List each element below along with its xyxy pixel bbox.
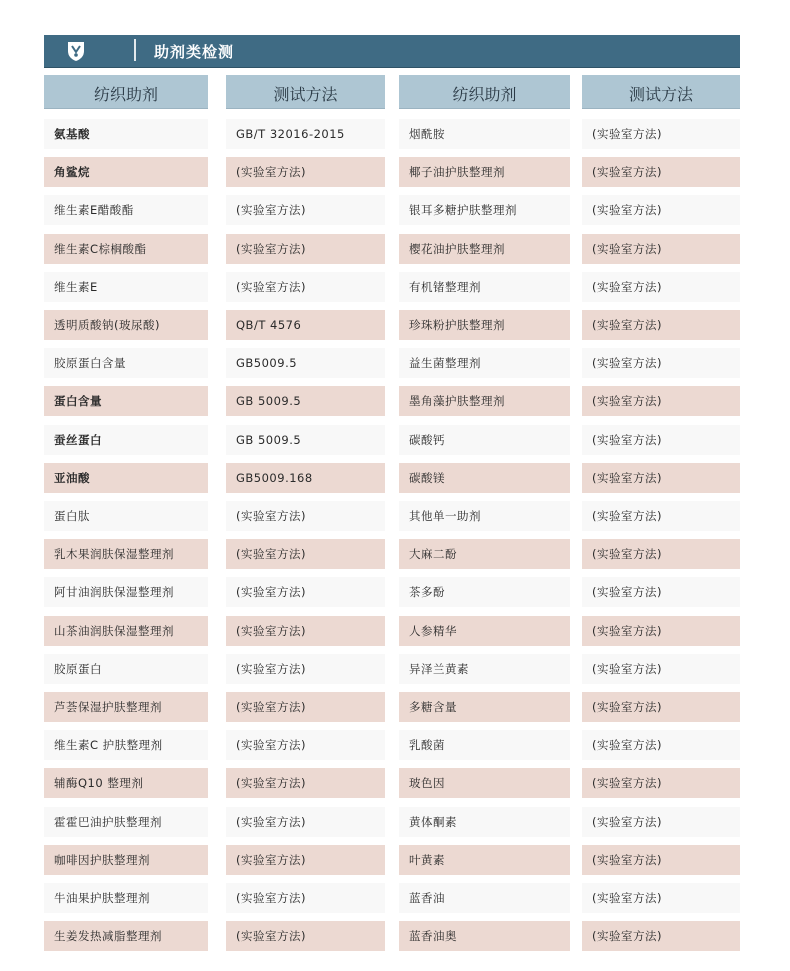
table-cell-right-method: (实验室方法) [582, 234, 740, 264]
table-cell-left-method: (实验室方法) [226, 157, 385, 187]
table-cell-left-method: (实验室方法) [226, 234, 385, 264]
table-cell-right-name: 碳酸镁 [399, 463, 570, 493]
table-cell-left-method: (实验室方法) [226, 195, 385, 225]
col-method-left [226, 75, 385, 944]
table-cell-right-name: 银耳多糖护肤整理剂 [399, 195, 570, 225]
table-cell-left-name: 维生素E [44, 272, 208, 302]
table-cell-left-name: 维生素E醋酸酯 [44, 195, 208, 225]
table-cell-left-method: (实验室方法) [226, 921, 385, 951]
table-cell-left-method: (实验室方法) [226, 692, 385, 722]
table-cell-right-method: (实验室方法) [582, 730, 740, 760]
table-cell-right-name: 人参精华 [399, 616, 570, 646]
table-cell-right-name: 多糖含量 [399, 692, 570, 722]
table-cell-right-method: (实验室方法) [582, 921, 740, 951]
table-cell-right-method: (实验室方法) [582, 348, 740, 378]
col-header-name-right: 纺织助剂 [399, 75, 570, 109]
table-cell-right-name: 碳酸钙 [399, 425, 570, 455]
table-cell-left-name: 阿甘油润肤保湿整理剂 [44, 577, 208, 607]
table-cell-right-name: 椰子油护肤整理剂 [399, 157, 570, 187]
table-cell-right-method: (实验室方法) [582, 577, 740, 607]
table-cell-right-method: (实验室方法) [582, 310, 740, 340]
table-cell-left-name: 维生素C棕榈酸酯 [44, 234, 208, 264]
table-cell-left-name: 透明质酸钠(玻尿酸) [44, 310, 208, 340]
table-cell-left-name: 咖啡因护肤整理剂 [44, 845, 208, 875]
table-cell-left-name: 山茶油润肤保湿整理剂 [44, 616, 208, 646]
table-cell-right-method: (实验室方法) [582, 768, 740, 798]
table-cell-right-method: (实验室方法) [582, 692, 740, 722]
table-cell-right-method: (实验室方法) [582, 807, 740, 837]
table-cell-right-name: 异泽兰黄素 [399, 654, 570, 684]
table-cell-left-name: 牛油果护肤整理剂 [44, 883, 208, 913]
table-cell-right-name: 玻色因 [399, 768, 570, 798]
table-cell-left-method: (实验室方法) [226, 501, 385, 531]
table-cell-left-method: (实验室方法) [226, 654, 385, 684]
table-cell-right-name: 叶黄素 [399, 845, 570, 875]
table-cell-right-method: (实验室方法) [582, 539, 740, 569]
table-cell-right-name: 有机锗整理剂 [399, 272, 570, 302]
title-separator [134, 39, 152, 61]
col-header-method-left: 测试方法 [226, 75, 385, 109]
table-cell-right-name: 墨角藻护肤整理剂 [399, 386, 570, 416]
table-cell-left-method: GB5009.5 [226, 348, 385, 378]
table-cell-right-method: (实验室方法) [582, 425, 740, 455]
table-cell-right-name: 其他单一助剂 [399, 501, 570, 531]
section-title-bar [44, 35, 740, 68]
table-cell-left-method: (实验室方法) [226, 883, 385, 913]
table-cell-left-method: (实验室方法) [226, 577, 385, 607]
shield-logo-icon [64, 39, 88, 63]
table-cell-right-name: 黄体酮素 [399, 807, 570, 837]
section-title: 助剂类检测 [154, 43, 235, 61]
col-header-method-right: 测试方法 [582, 75, 740, 109]
table-cell-left-name: 蛋白肽 [44, 501, 208, 531]
col-name-left [44, 75, 208, 944]
table-cell-left-name: 氨基酸 [44, 119, 208, 149]
table-cell-right-method: (实验室方法) [582, 463, 740, 493]
table-cell-right-method: (实验室方法) [582, 654, 740, 684]
table-cell-right-method: (实验室方法) [582, 616, 740, 646]
col-name-right [399, 75, 570, 944]
table-cell-right-method: (实验室方法) [582, 845, 740, 875]
table-cell-left-method: GB 5009.5 [226, 425, 385, 455]
table-cell-left-name: 乳木果润肤保湿整理剂 [44, 539, 208, 569]
table-cell-right-method: (实验室方法) [582, 501, 740, 531]
table-cell-right-name: 茶多酚 [399, 577, 570, 607]
table-cell-left-method: (实验室方法) [226, 768, 385, 798]
table-cell-right-name: 益生菌整理剂 [399, 348, 570, 378]
table-cell-left-method: (实验室方法) [226, 730, 385, 760]
table-cell-left-name: 霍霍巴油护肤整理剂 [44, 807, 208, 837]
table-cell-right-method: (实验室方法) [582, 195, 740, 225]
table-cell-left-method: (实验室方法) [226, 616, 385, 646]
table-cell-left-method: GB 5009.5 [226, 386, 385, 416]
table-cell-left-name: 生姜发热减脂整理剂 [44, 921, 208, 951]
table-cell-right-name: 蓝香油奥 [399, 921, 570, 951]
table-cell-left-method: (实验室方法) [226, 272, 385, 302]
table-cell-left-method: GB/T 32016-2015 [226, 119, 385, 149]
table-cell-left-name: 辅酶Q10 整理剂 [44, 768, 208, 798]
col-method-right [582, 75, 740, 944]
table-cell-left-method: (实验室方法) [226, 807, 385, 837]
table-cell-right-name: 樱花油护肤整理剂 [399, 234, 570, 264]
table-cell-right-method: (实验室方法) [582, 386, 740, 416]
table-cell-left-name: 维生素C 护肤整理剂 [44, 730, 208, 760]
table-cell-left-name: 角鲨烷 [44, 157, 208, 187]
table-cell-right-name: 蓝香油 [399, 883, 570, 913]
col-header-name-left: 纺织助剂 [44, 75, 208, 109]
table-cell-left-method: (实验室方法) [226, 539, 385, 569]
table-cell-left-method: QB/T 4576 [226, 310, 385, 340]
table-cell-right-method: (实验室方法) [582, 119, 740, 149]
table-cell-right-method: (实验室方法) [582, 157, 740, 187]
table-cell-left-name: 蚕丝蛋白 [44, 425, 208, 455]
table-cell-left-method: (实验室方法) [226, 845, 385, 875]
table-cell-left-name: 芦荟保湿护肤整理剂 [44, 692, 208, 722]
table-cell-left-method: GB5009.168 [226, 463, 385, 493]
table-cell-left-name: 亚油酸 [44, 463, 208, 493]
table-cell-right-name: 乳酸菌 [399, 730, 570, 760]
table-cell-left-name: 胶原蛋白含量 [44, 348, 208, 378]
table-cell-right-method: (实验室方法) [582, 272, 740, 302]
table-cell-right-name: 珍珠粉护肤整理剂 [399, 310, 570, 340]
table-cell-right-method: (实验室方法) [582, 883, 740, 913]
table-cell-left-name: 胶原蛋白 [44, 654, 208, 684]
table-cell-left-name: 蛋白含量 [44, 386, 208, 416]
table-cell-right-name: 大麻二酚 [399, 539, 570, 569]
table-cell-right-name: 烟酰胺 [399, 119, 570, 149]
